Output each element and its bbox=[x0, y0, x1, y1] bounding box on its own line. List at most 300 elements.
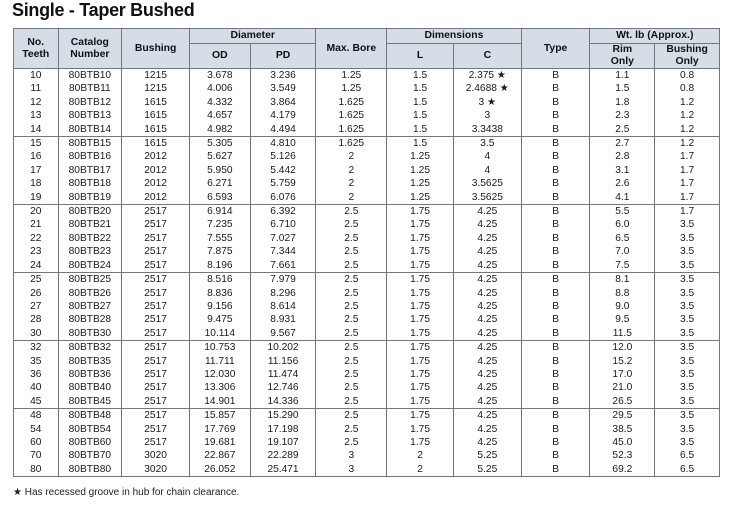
cell-bush: 3.5 bbox=[655, 327, 720, 341]
cell-catalog: 80BTB45 bbox=[58, 395, 122, 409]
cell-max-bore: 2 bbox=[316, 191, 387, 205]
cell-l: 2 bbox=[387, 449, 454, 462]
cell-bush: 0.8 bbox=[655, 69, 720, 83]
cell-l: 1.75 bbox=[387, 245, 454, 258]
table-row bbox=[14, 287, 720, 300]
cell-l: 1.75 bbox=[387, 381, 454, 394]
cell-teeth: 28 bbox=[14, 313, 59, 326]
cell-pd: 3.864 bbox=[250, 96, 316, 109]
cell-teeth: 20 bbox=[14, 205, 59, 219]
cell-bushing: 2517 bbox=[122, 232, 190, 245]
cell-c: 4.25 bbox=[453, 423, 521, 436]
table-row bbox=[14, 205, 720, 219]
cell-bush: 1.2 bbox=[655, 137, 720, 151]
header-weight: Wt. lb (Approx.) bbox=[590, 29, 720, 44]
cell-bush: 3.5 bbox=[655, 273, 720, 287]
cell-od: 7.555 bbox=[189, 232, 250, 245]
cell-c: 4.25 bbox=[453, 300, 521, 313]
table-row bbox=[14, 150, 720, 163]
cell-rim: 8.8 bbox=[590, 287, 655, 300]
table-row bbox=[14, 69, 720, 83]
cell-rim: 6.5 bbox=[590, 232, 655, 245]
cell-catalog: 80BTB54 bbox=[58, 423, 122, 436]
cell-bush: 1.7 bbox=[655, 191, 720, 205]
cell-pd: 4.179 bbox=[250, 109, 316, 122]
cell-c: 4.25 bbox=[453, 273, 521, 287]
cell-pd: 4.810 bbox=[250, 137, 316, 151]
cell-od: 12.030 bbox=[189, 368, 250, 381]
cell-c: 4.25 bbox=[453, 218, 521, 231]
cell-max-bore: 1.625 bbox=[316, 123, 387, 137]
cell-catalog: 80BTB15 bbox=[58, 137, 122, 151]
table-row bbox=[14, 96, 720, 109]
cell-l: 1.75 bbox=[387, 341, 454, 355]
cell-max-bore: 2.5 bbox=[316, 287, 387, 300]
table-row bbox=[14, 395, 720, 409]
cell-bushing: 1215 bbox=[122, 69, 190, 83]
cell-max-bore: 2 bbox=[316, 164, 387, 177]
cell-bush: 3.5 bbox=[655, 287, 720, 300]
cell-od: 11.711 bbox=[189, 355, 250, 368]
cell-type: B bbox=[521, 191, 590, 205]
cell-max-bore: 1.625 bbox=[316, 109, 387, 122]
cell-pd: 9.567 bbox=[250, 327, 316, 341]
cell-teeth: 15 bbox=[14, 137, 59, 151]
cell-max-bore: 1.625 bbox=[316, 96, 387, 109]
cell-l: 1.75 bbox=[387, 205, 454, 219]
cell-bushing: 2517 bbox=[122, 395, 190, 409]
cell-c: 4.25 bbox=[453, 245, 521, 258]
cell-bushing: 2517 bbox=[122, 259, 190, 273]
cell-rim: 2.8 bbox=[590, 150, 655, 163]
cell-type: B bbox=[521, 150, 590, 163]
table-row bbox=[14, 164, 720, 177]
cell-catalog: 80BTB26 bbox=[58, 287, 122, 300]
cell-bushing: 2517 bbox=[122, 273, 190, 287]
cell-catalog: 80BTB25 bbox=[58, 273, 122, 287]
cell-c: 5.25 bbox=[453, 463, 521, 477]
cell-catalog: 80BTB24 bbox=[58, 259, 122, 273]
cell-pd: 7.027 bbox=[250, 232, 316, 245]
cell-type: B bbox=[521, 137, 590, 151]
cell-rim: 9.0 bbox=[590, 300, 655, 313]
header-l: L bbox=[387, 44, 454, 69]
cell-bush: 1.2 bbox=[655, 123, 720, 137]
cell-od: 10.114 bbox=[189, 327, 250, 341]
cell-bush: 3.5 bbox=[655, 232, 720, 245]
cell-rim: 12.0 bbox=[590, 341, 655, 355]
cell-rim: 1.1 bbox=[590, 69, 655, 83]
cell-bushing: 3020 bbox=[122, 463, 190, 477]
cell-teeth: 54 bbox=[14, 423, 59, 436]
cell-bushing: 2517 bbox=[122, 436, 190, 449]
cell-bush: 3.5 bbox=[655, 341, 720, 355]
cell-type: B bbox=[521, 355, 590, 368]
cell-bush: 6.5 bbox=[655, 463, 720, 477]
cell-catalog: 80BTB28 bbox=[58, 313, 122, 326]
cell-od: 7.875 bbox=[189, 245, 250, 258]
cell-catalog: 80BTB23 bbox=[58, 245, 122, 258]
table-row bbox=[14, 245, 720, 258]
cell-pd: 15.290 bbox=[250, 409, 316, 423]
cell-bushing: 2012 bbox=[122, 150, 190, 163]
cell-pd: 6.076 bbox=[250, 191, 316, 205]
cell-rim: 26.5 bbox=[590, 395, 655, 409]
cell-c: 4.25 bbox=[453, 259, 521, 273]
cell-od: 8.516 bbox=[189, 273, 250, 287]
cell-bushing: 2517 bbox=[122, 341, 190, 355]
cell-c: 4.25 bbox=[453, 368, 521, 381]
cell-c: 3.5625 bbox=[453, 191, 521, 205]
cell-l: 1.75 bbox=[387, 423, 454, 436]
cell-c: 3.3438 bbox=[453, 123, 521, 137]
cell-max-bore: 2.5 bbox=[316, 313, 387, 326]
cell-bush: 3.5 bbox=[655, 436, 720, 449]
header-catalog: Catalog Number bbox=[58, 29, 122, 69]
header-bushing: Bushing bbox=[122, 29, 190, 69]
cell-pd: 3.549 bbox=[250, 82, 316, 95]
cell-pd: 11.156 bbox=[250, 355, 316, 368]
cell-bush: 6.5 bbox=[655, 449, 720, 462]
cell-bush: 0.8 bbox=[655, 82, 720, 95]
table-row bbox=[14, 177, 720, 190]
cell-max-bore: 2.5 bbox=[316, 409, 387, 423]
cell-max-bore: 2.5 bbox=[316, 395, 387, 409]
table-row bbox=[14, 82, 720, 95]
cell-rim: 8.1 bbox=[590, 273, 655, 287]
cell-rim: 11.5 bbox=[590, 327, 655, 341]
cell-c: 4.25 bbox=[453, 341, 521, 355]
cell-catalog: 80BTB20 bbox=[58, 205, 122, 219]
cell-od: 8.836 bbox=[189, 287, 250, 300]
cell-catalog: 80BTB30 bbox=[58, 327, 122, 341]
cell-bush: 1.2 bbox=[655, 109, 720, 122]
cell-c: 4 bbox=[453, 164, 521, 177]
table-row bbox=[14, 300, 720, 313]
cell-l: 1.75 bbox=[387, 409, 454, 423]
cell-l: 1.5 bbox=[387, 69, 454, 83]
cell-type: B bbox=[521, 109, 590, 122]
cell-type: B bbox=[521, 96, 590, 109]
cell-type: B bbox=[521, 395, 590, 409]
cell-od: 4.657 bbox=[189, 109, 250, 122]
cell-catalog: 80BTB21 bbox=[58, 218, 122, 231]
cell-od: 10.753 bbox=[189, 341, 250, 355]
cell-bushing: 2517 bbox=[122, 327, 190, 341]
cell-catalog: 80BTB22 bbox=[58, 232, 122, 245]
cell-max-bore: 2.5 bbox=[316, 423, 387, 436]
cell-max-bore: 3 bbox=[316, 449, 387, 462]
cell-type: B bbox=[521, 409, 590, 423]
header-bushing-only: Bushing Only bbox=[655, 44, 720, 69]
cell-pd: 25.471 bbox=[250, 463, 316, 477]
cell-catalog: 80BTB11 bbox=[58, 82, 122, 95]
cell-od: 5.305 bbox=[189, 137, 250, 151]
cell-bush: 3.5 bbox=[655, 409, 720, 423]
cell-bushing: 2517 bbox=[122, 205, 190, 219]
cell-rim: 2.3 bbox=[590, 109, 655, 122]
cell-bushing: 2517 bbox=[122, 245, 190, 258]
cell-l: 1.5 bbox=[387, 109, 454, 122]
cell-c: 4.25 bbox=[453, 395, 521, 409]
cell-bushing: 2517 bbox=[122, 313, 190, 326]
cell-pd: 5.126 bbox=[250, 150, 316, 163]
cell-c: 4.25 bbox=[453, 327, 521, 341]
cell-c: 2.375 ★ bbox=[453, 69, 521, 83]
cell-teeth: 22 bbox=[14, 232, 59, 245]
cell-teeth: 21 bbox=[14, 218, 59, 231]
cell-rim: 2.5 bbox=[590, 123, 655, 137]
table-row bbox=[14, 313, 720, 326]
cell-l: 1.75 bbox=[387, 273, 454, 287]
cell-pd: 7.344 bbox=[250, 245, 316, 258]
cell-bushing: 1615 bbox=[122, 109, 190, 122]
table-row bbox=[14, 355, 720, 368]
header-max-bore: Max. Bore bbox=[316, 29, 387, 69]
table-row bbox=[14, 109, 720, 122]
cell-bush: 3.5 bbox=[655, 368, 720, 381]
cell-teeth: 17 bbox=[14, 164, 59, 177]
cell-od: 15.857 bbox=[189, 409, 250, 423]
header-diameter: Diameter bbox=[189, 29, 315, 44]
cell-od: 6.914 bbox=[189, 205, 250, 219]
cell-rim: 5.5 bbox=[590, 205, 655, 219]
cell-teeth: 24 bbox=[14, 259, 59, 273]
cell-type: B bbox=[521, 327, 590, 341]
cell-teeth: 13 bbox=[14, 109, 59, 122]
cell-max-bore: 2.5 bbox=[316, 218, 387, 231]
cell-pd: 8.931 bbox=[250, 313, 316, 326]
cell-rim: 1.5 bbox=[590, 82, 655, 95]
cell-bushing: 1615 bbox=[122, 137, 190, 151]
cell-catalog: 80BTB40 bbox=[58, 381, 122, 394]
cell-type: B bbox=[521, 449, 590, 462]
cell-c: 3.5 bbox=[453, 137, 521, 151]
cell-max-bore: 2 bbox=[316, 177, 387, 190]
cell-rim: 1.8 bbox=[590, 96, 655, 109]
cell-max-bore: 2.5 bbox=[316, 259, 387, 273]
cell-bush: 1.2 bbox=[655, 96, 720, 109]
cell-l: 1.75 bbox=[387, 327, 454, 341]
cell-teeth: 19 bbox=[14, 191, 59, 205]
cell-pd: 5.442 bbox=[250, 164, 316, 177]
table-row bbox=[14, 368, 720, 381]
cell-teeth: 32 bbox=[14, 341, 59, 355]
table-row bbox=[14, 381, 720, 394]
cell-max-bore: 2.5 bbox=[316, 245, 387, 258]
cell-teeth: 35 bbox=[14, 355, 59, 368]
cell-max-bore: 2.5 bbox=[316, 341, 387, 355]
cell-c: 4.25 bbox=[453, 381, 521, 394]
cell-l: 1.25 bbox=[387, 150, 454, 163]
table-row bbox=[14, 463, 720, 477]
cell-l: 2 bbox=[387, 463, 454, 477]
cell-max-bore: 1.625 bbox=[316, 137, 387, 151]
cell-bushing: 3020 bbox=[122, 449, 190, 462]
cell-max-bore: 2.5 bbox=[316, 368, 387, 381]
cell-teeth: 11 bbox=[14, 82, 59, 95]
header-teeth: No. Teeth bbox=[14, 29, 59, 69]
cell-od: 5.950 bbox=[189, 164, 250, 177]
cell-od: 4.982 bbox=[189, 123, 250, 137]
header-c: C bbox=[453, 44, 521, 69]
table-row bbox=[14, 123, 720, 137]
table-row bbox=[14, 137, 720, 151]
cell-od: 22.867 bbox=[189, 449, 250, 462]
table-row bbox=[14, 436, 720, 449]
page-title: Single - Taper Bushed bbox=[12, 0, 195, 20]
cell-type: B bbox=[521, 287, 590, 300]
cell-bushing: 2517 bbox=[122, 300, 190, 313]
cell-bushing: 2012 bbox=[122, 164, 190, 177]
cell-bushing: 2012 bbox=[122, 177, 190, 190]
cell-bushing: 2517 bbox=[122, 355, 190, 368]
cell-pd: 6.392 bbox=[250, 205, 316, 219]
cell-bushing: 1615 bbox=[122, 123, 190, 137]
cell-catalog: 80BTB13 bbox=[58, 109, 122, 122]
table-row bbox=[14, 259, 720, 273]
cell-bushing: 1215 bbox=[122, 82, 190, 95]
table-row bbox=[14, 341, 720, 355]
cell-od: 9.475 bbox=[189, 313, 250, 326]
cell-teeth: 16 bbox=[14, 150, 59, 163]
cell-type: B bbox=[521, 463, 590, 477]
cell-max-bore: 2.5 bbox=[316, 436, 387, 449]
cell-type: B bbox=[521, 341, 590, 355]
cell-max-bore: 2.5 bbox=[316, 205, 387, 219]
cell-catalog: 80BTB70 bbox=[58, 449, 122, 462]
cell-rim: 6.0 bbox=[590, 218, 655, 231]
cell-l: 1.75 bbox=[387, 259, 454, 273]
cell-l: 1.5 bbox=[387, 137, 454, 151]
cell-pd: 7.661 bbox=[250, 259, 316, 273]
cell-od: 17.769 bbox=[189, 423, 250, 436]
cell-bushing: 1615 bbox=[122, 96, 190, 109]
cell-l: 1.75 bbox=[387, 218, 454, 231]
cell-catalog: 80BTB12 bbox=[58, 96, 122, 109]
cell-pd: 4.494 bbox=[250, 123, 316, 137]
cell-max-bore: 2 bbox=[316, 150, 387, 163]
cell-max-bore: 2.5 bbox=[316, 327, 387, 341]
cell-catalog: 80BTB27 bbox=[58, 300, 122, 313]
cell-type: B bbox=[521, 423, 590, 436]
cell-rim: 9.5 bbox=[590, 313, 655, 326]
table-row bbox=[14, 449, 720, 462]
cell-catalog: 80BTB14 bbox=[58, 123, 122, 137]
header-pd: PD bbox=[250, 44, 316, 69]
table-row bbox=[14, 218, 720, 231]
cell-pd: 12.746 bbox=[250, 381, 316, 394]
cell-od: 9.156 bbox=[189, 300, 250, 313]
cell-rim: 3.1 bbox=[590, 164, 655, 177]
cell-type: B bbox=[521, 313, 590, 326]
cell-max-bore: 2.5 bbox=[316, 273, 387, 287]
cell-teeth: 45 bbox=[14, 395, 59, 409]
cell-type: B bbox=[521, 381, 590, 394]
cell-catalog: 80BTB16 bbox=[58, 150, 122, 163]
cell-catalog: 80BTB19 bbox=[58, 191, 122, 205]
cell-bush: 1.7 bbox=[655, 205, 720, 219]
cell-type: B bbox=[521, 69, 590, 83]
cell-type: B bbox=[521, 123, 590, 137]
cell-rim: 69.2 bbox=[590, 463, 655, 477]
cell-type: B bbox=[521, 164, 590, 177]
cell-l: 1.5 bbox=[387, 123, 454, 137]
cell-rim: 4.1 bbox=[590, 191, 655, 205]
cell-catalog: 80BTB35 bbox=[58, 355, 122, 368]
cell-pd: 17.198 bbox=[250, 423, 316, 436]
cell-l: 1.75 bbox=[387, 368, 454, 381]
cell-catalog: 80BTB17 bbox=[58, 164, 122, 177]
cell-teeth: 12 bbox=[14, 96, 59, 109]
table-row bbox=[14, 232, 720, 245]
cell-teeth: 14 bbox=[14, 123, 59, 137]
cell-c: 3.5625 bbox=[453, 177, 521, 190]
cell-pd: 8.296 bbox=[250, 287, 316, 300]
cell-rim: 17.0 bbox=[590, 368, 655, 381]
cell-type: B bbox=[521, 259, 590, 273]
cell-pd: 3.236 bbox=[250, 69, 316, 83]
cell-max-bore: 1.25 bbox=[316, 69, 387, 83]
cell-type: B bbox=[521, 82, 590, 95]
cell-bushing: 2517 bbox=[122, 287, 190, 300]
cell-bushing: 2517 bbox=[122, 423, 190, 436]
cell-c: 4.25 bbox=[453, 355, 521, 368]
cell-teeth: 26 bbox=[14, 287, 59, 300]
cell-c: 4.25 bbox=[453, 436, 521, 449]
cell-rim: 7.5 bbox=[590, 259, 655, 273]
header-type: Type bbox=[521, 29, 590, 69]
cell-rim: 29.5 bbox=[590, 409, 655, 423]
table-row bbox=[14, 191, 720, 205]
cell-pd: 11.474 bbox=[250, 368, 316, 381]
cell-l: 1.75 bbox=[387, 313, 454, 326]
cell-pd: 7.979 bbox=[250, 273, 316, 287]
cell-pd: 6.710 bbox=[250, 218, 316, 231]
cell-c: 3 ★ bbox=[453, 96, 521, 109]
header-od: OD bbox=[189, 44, 250, 69]
cell-type: B bbox=[521, 300, 590, 313]
cell-c: 5.25 bbox=[453, 449, 521, 462]
cell-teeth: 36 bbox=[14, 368, 59, 381]
cell-teeth: 30 bbox=[14, 327, 59, 341]
header-rim-only: Rim Only bbox=[590, 44, 655, 69]
cell-bushing: 2517 bbox=[122, 218, 190, 231]
cell-teeth: 48 bbox=[14, 409, 59, 423]
cell-bushing: 2517 bbox=[122, 409, 190, 423]
table-row bbox=[14, 423, 720, 436]
cell-bush: 3.5 bbox=[655, 300, 720, 313]
cell-rim: 21.0 bbox=[590, 381, 655, 394]
cell-od: 7.235 bbox=[189, 218, 250, 231]
table-row bbox=[14, 327, 720, 341]
cell-od: 6.593 bbox=[189, 191, 250, 205]
cell-pd: 19.107 bbox=[250, 436, 316, 449]
cell-c: 3 bbox=[453, 109, 521, 122]
cell-catalog: 80BTB48 bbox=[58, 409, 122, 423]
cell-teeth: 60 bbox=[14, 436, 59, 449]
cell-bush: 3.5 bbox=[655, 245, 720, 258]
cell-bushing: 2012 bbox=[122, 191, 190, 205]
cell-rim: 52.3 bbox=[590, 449, 655, 462]
cell-od: 13.306 bbox=[189, 381, 250, 394]
table-row bbox=[14, 273, 720, 287]
cell-max-bore: 3 bbox=[316, 463, 387, 477]
cell-teeth: 10 bbox=[14, 69, 59, 83]
cell-l: 1.75 bbox=[387, 355, 454, 368]
cell-od: 3.678 bbox=[189, 69, 250, 83]
cell-type: B bbox=[521, 436, 590, 449]
